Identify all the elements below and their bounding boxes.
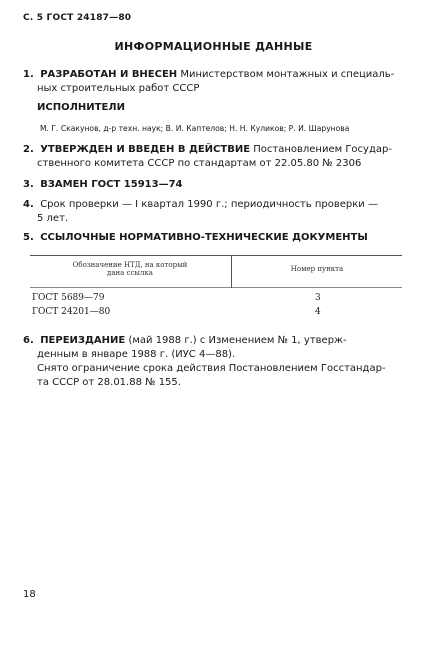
executors-label: ИСПОЛНИТЕЛИ [37,102,125,113]
section-2-number: 2. [23,144,34,155]
table-header-document-line-1: Обозначение НТД, на который [72,261,188,269]
section-1-number: 1. [23,69,34,80]
section-4-text-b: 5 лет. [37,213,69,224]
section-6-number: 6. [23,335,34,346]
section-2-text-a: Постановлением Государ- [253,144,392,155]
table-cell-item: 4 [315,307,321,317]
section-5-label: ССЫЛОЧНЫЕ НОРМАТИВНО-ТЕХНИЧЕСКИЕ ДОКУМЕНТЫ [40,232,368,243]
table-cell-document: ГОСТ 24201—80 [32,307,111,317]
section-1-label: РАЗРАБОТАН И ВНЕСЕН [40,69,178,80]
section-1-text-a: Министерством монтажных и специаль- [180,69,395,80]
table-row [32,293,104,303]
table-header-item: Номер пункта [290,265,344,273]
section-3-number: 3. [23,179,34,190]
section-4-text-a: Срок проверки — I квартал 1990 г.; периодичность проверки — [40,199,378,210]
section-1-text-b: ных строительных работ СССР [37,83,200,94]
section-2-label: УТВЕРЖДЕН И ВВЕДЕН В ДЕЙСТВИЕ [40,144,251,155]
page-header: С. 5 ГОСТ 24187—80 [23,13,132,23]
section-5 [23,231,368,245]
section-1 [23,68,394,96]
table-header-document-line-2: дана ссылка [107,269,153,277]
section-6-text-b: денным в январе 1988 г. (ИУС 4—88). [37,349,236,360]
table-header-rule [30,287,402,288]
section-4-number: 4. [23,199,34,210]
table-top-rule [30,255,402,256]
section-6-text-c: Снято ограничение срока действия Постановлением Госстандар- [37,363,386,374]
section-2 [23,143,392,171]
section-3-label: ВЗАМЕН ГОСТ 15913—74 [40,179,183,190]
table-header-document [30,261,230,277]
executors-names: М. Г. Скакунов, д-р техн. наук; В. И. Каптелов; Н. Н. Куликов; Р. И. Шарунова [40,124,350,133]
page-title: ИНФОРМАЦИОННЫЕ ДАННЫЕ [114,40,313,53]
section-3 [23,178,183,192]
section-6-text-d: та СССР от 28.01.88 № 155. [37,377,181,388]
section-6-label: ПЕРЕИЗДАНИЕ [40,335,126,346]
page-number: 18 [23,589,36,600]
section-6-text-a: (май 1988 г.) с Изменением № 1, утверж- [128,335,347,346]
section-2-text-b: ственного комитета СССР по стандартам от 22.05.80 № 2306 [37,158,362,169]
section-4 [23,198,378,226]
section-5-number: 5. [23,232,34,243]
table-row [32,307,110,317]
section-6 [23,334,386,390]
table-cell-item: 3 [315,293,321,303]
table-cell-document: ГОСТ 5689—79 [32,293,105,303]
